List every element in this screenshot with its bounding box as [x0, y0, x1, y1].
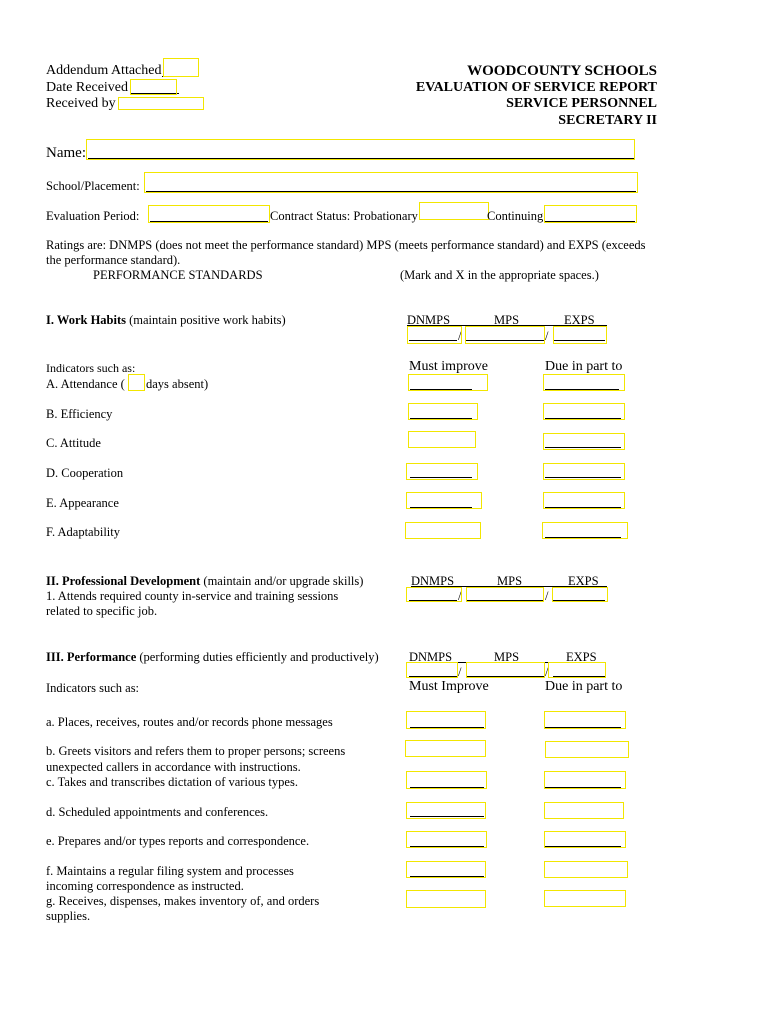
item-d-due-field[interactable]	[544, 802, 624, 819]
eval-period-field[interactable]	[148, 205, 270, 223]
section2-item-line1: 1. Attends required county in-service and training sessions	[46, 589, 339, 603]
attendance-due-field[interactable]	[543, 374, 625, 391]
org-name: WOODCOUNTY SCHOOLS	[467, 63, 657, 79]
s1-exps-label: EXPS	[564, 313, 595, 327]
section2-item-line2: related to specific job.	[46, 604, 158, 618]
s3-item-d: d. Scheduled appointments and conferences.	[46, 805, 269, 819]
s3-item-f-line2: incoming correspondence as instructed.	[46, 879, 244, 893]
item-f-due-field[interactable]	[544, 861, 628, 878]
cooperation-due-field[interactable]	[543, 463, 625, 480]
s3-item-c: c. Takes and transcribes dictation of various types.	[46, 775, 298, 789]
s2-exps-field[interactable]	[552, 587, 608, 602]
s2-mps-field[interactable]	[466, 587, 544, 602]
efficiency-due-field[interactable]	[543, 403, 625, 420]
s3-mps-label: MPS	[494, 650, 520, 664]
item-d-must-improve-field[interactable]	[406, 802, 486, 819]
s2-exps-label: EXPS	[568, 574, 599, 588]
s3-indicators-label: Indicators such as:	[46, 681, 140, 695]
name-field[interactable]	[86, 139, 635, 160]
addendum-field[interactable]	[163, 58, 199, 77]
s3-item-b-line2: unexpected callers in accordance with instructions.	[46, 760, 301, 774]
section2-desc: (maintain and/or upgrade skills)	[203, 574, 364, 588]
position-title: SECRETARY II	[558, 113, 657, 128]
item-c-must-improve-field[interactable]	[406, 771, 487, 789]
item-g-due-field[interactable]	[544, 890, 626, 907]
s3-item-e: e. Prepares and/or types reports and correspondence.	[46, 834, 310, 848]
appearance-due-field[interactable]	[543, 492, 625, 509]
item-c-due-field[interactable]	[544, 771, 626, 789]
category-title: SERVICE PERSONNEL	[506, 96, 657, 111]
section3-desc: (performing duties efficiently and productively)	[139, 650, 379, 664]
item-g-must-improve-field[interactable]	[406, 890, 486, 908]
efficiency-label: B. Efficiency	[46, 407, 113, 421]
s1-dnmps-field[interactable]	[407, 326, 462, 344]
s3-must-improve-header: Must Improve	[409, 679, 489, 694]
item-e-due-field[interactable]	[544, 831, 626, 848]
section2-title: II. Professional Development	[46, 574, 201, 588]
item-b-must-improve-field[interactable]	[405, 740, 486, 757]
s2-slash-2: /	[545, 589, 549, 603]
mark-note: (Mark and X in the appropriate spaces.)	[400, 268, 599, 282]
name-label: Name:	[46, 145, 86, 161]
s3-mps-field[interactable]	[466, 662, 545, 678]
ratings-line-2: the performance standard).	[46, 253, 181, 267]
received-by-field[interactable]	[118, 97, 204, 110]
ratings-line-1: Ratings are: DNMPS (does not meet the performance standard) MPS (meets performance standard) and EXPS (exceeds	[46, 238, 646, 252]
section2-heading	[46, 575, 363, 588]
attendance-must-improve-field[interactable]	[408, 374, 488, 391]
probationary-field[interactable]	[419, 202, 489, 220]
efficiency-must-improve-field[interactable]	[408, 403, 478, 420]
s3-item-b-line1: b. Greets visitors and refers them to proper persons; screens	[46, 744, 346, 758]
s3-slash-1: /	[458, 665, 462, 679]
s3-item-a: a. Places, receives, routes and/or records phone messages	[46, 715, 333, 729]
attendance-label-b: days absent)	[146, 377, 209, 391]
s1-dnmps-label: DNMPS	[407, 313, 451, 327]
continuing-field[interactable]	[544, 205, 637, 223]
s2-dnmps-label: DNMPS	[411, 574, 455, 588]
section1-heading	[46, 314, 286, 327]
appearance-must-improve-field[interactable]	[406, 492, 482, 509]
date-received-field[interactable]	[130, 79, 177, 95]
received-by-label: Received by	[46, 96, 116, 111]
s3-slash-2: /	[545, 665, 549, 679]
adaptability-label: F. Adaptability	[46, 525, 120, 539]
s3-item-g-line2: supplies.	[46, 909, 91, 923]
date-received-label: Date Received	[46, 80, 129, 95]
attitude-due-field[interactable]	[543, 433, 625, 450]
item-e-must-improve-field[interactable]	[406, 831, 487, 848]
cooperation-must-improve-field[interactable]	[406, 463, 478, 480]
section3-title: III. Performance	[46, 650, 137, 664]
s1-slash-2: /	[545, 329, 549, 343]
contract-status-label: Contract Status: Probationary	[270, 209, 418, 223]
cooperation-label: D. Cooperation	[46, 466, 124, 480]
s2-slash-1: /	[458, 589, 462, 603]
continuing-label: Continuing	[487, 209, 544, 223]
item-b-due-field[interactable]	[545, 741, 629, 758]
s1-must-improve-header: Must improve	[409, 359, 488, 374]
s3-exps-label: EXPS	[566, 650, 597, 664]
days-absent-field[interactable]	[128, 374, 145, 391]
s2-dnmps-field[interactable]	[406, 587, 462, 602]
s3-exps-field[interactable]	[548, 662, 606, 678]
adaptability-due-field[interactable]	[542, 522, 628, 539]
attendance-label-a: A. Attendance (	[46, 377, 125, 391]
school-field[interactable]	[144, 172, 638, 193]
addendum-label: Addendum Attached	[46, 63, 162, 78]
item-f-must-improve-field[interactable]	[406, 861, 486, 878]
section1-desc: (maintain positive work habits)	[129, 313, 286, 327]
s2-mps-label: MPS	[497, 574, 523, 588]
eval-period-label: Evaluation Period:	[46, 209, 140, 223]
attitude-must-improve-field[interactable]	[408, 431, 476, 448]
item-a-due-field[interactable]	[544, 711, 626, 729]
s3-item-g-line1: g. Receives, dispenses, makes inventory of, and orders	[46, 894, 320, 908]
performance-standards-heading: PERFORMANCE STANDARDS	[93, 268, 263, 282]
section1-title: I. Work Habits	[46, 313, 126, 327]
item-a-must-improve-field[interactable]	[406, 711, 486, 729]
form-title: EVALUATION OF SERVICE REPORT	[415, 80, 657, 95]
s3-item-f-line1: f. Maintains a regular filing system and processes	[46, 864, 294, 878]
s3-dnmps-label: DNMPS	[409, 650, 453, 664]
s1-slash-1: /	[458, 329, 462, 343]
s3-due-in-part-header: Due in part to	[545, 679, 623, 694]
appearance-label: E. Appearance	[46, 496, 119, 510]
s3-dnmps-field[interactable]	[406, 662, 458, 678]
adaptability-must-improve-field[interactable]	[405, 522, 481, 539]
attitude-label: C. Attitude	[46, 436, 101, 450]
s1-due-in-part-header: Due in part to	[545, 359, 623, 374]
section3-heading	[46, 651, 379, 664]
s1-exps-field[interactable]	[553, 326, 607, 344]
s1-mps-label: MPS	[494, 313, 520, 327]
s1-mps-field[interactable]	[465, 326, 545, 344]
s1-indicators-label: Indicators such as:	[46, 361, 136, 375]
school-label: School/Placement:	[46, 179, 140, 193]
